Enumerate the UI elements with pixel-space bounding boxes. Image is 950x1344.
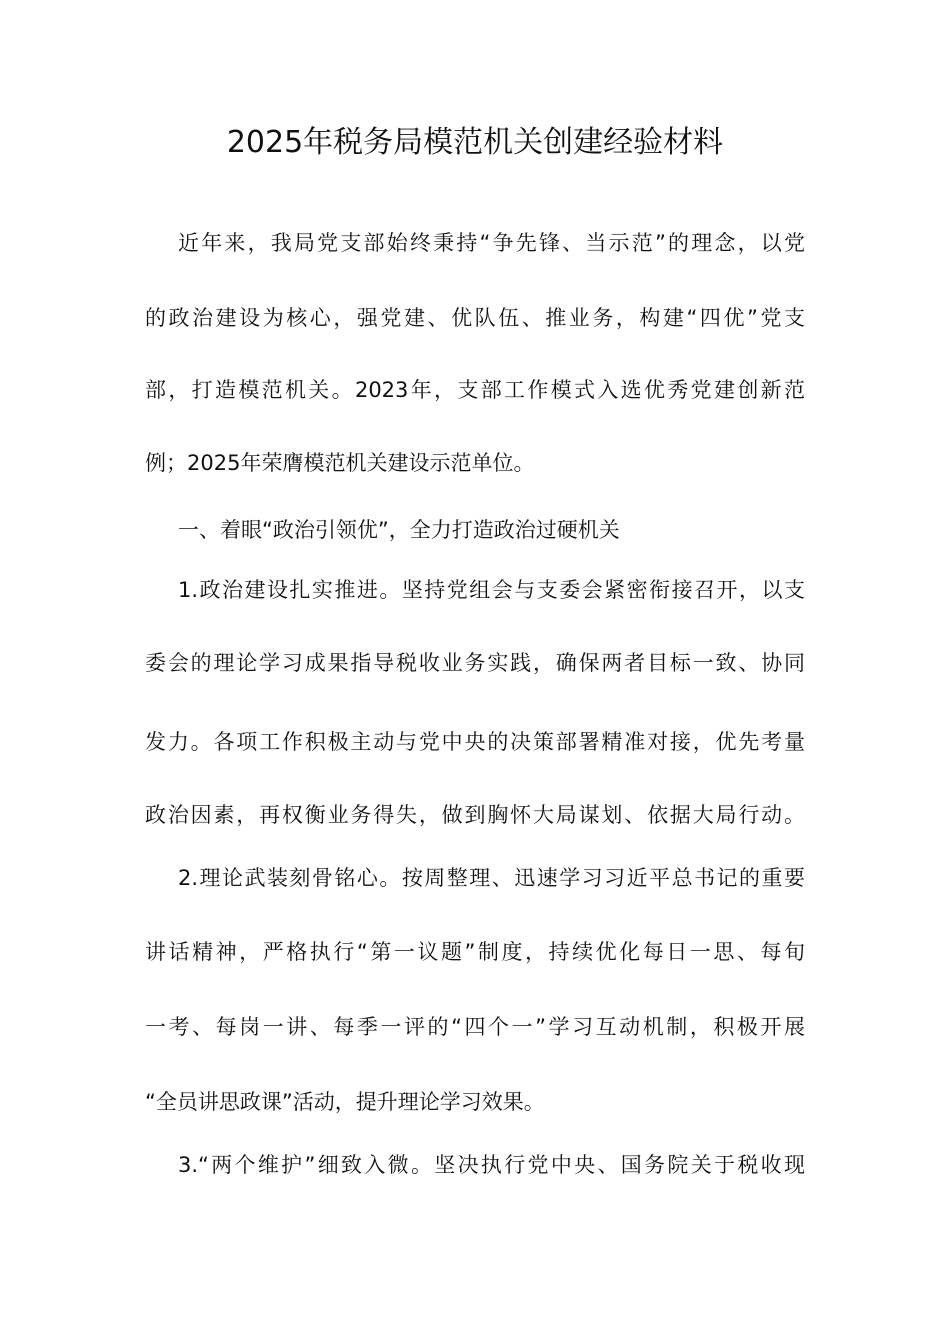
paragraph-line: 例；2025年荣膺模范机关建设示范单位。 xyxy=(145,451,535,475)
document-title: 2025年税务局模范机关创建经验材料 xyxy=(226,125,724,160)
paragraph-line: 讲话精神，严格执行“第一议题”制度，持续优化每日一思、每旬 xyxy=(145,940,805,964)
paragraph-line: 政治因素，再权衡业务得失，做到胸怀大局谋划、依据大局行动。 xyxy=(145,803,805,827)
paragraph-line: 近年来，我局党支部始终秉持“争先锋、当示范”的理念，以党 xyxy=(178,231,805,255)
paragraph-line: 1.政治建设扎实推进。坚持党组会与支委会紧密衔接召开，以支 xyxy=(178,578,805,602)
paragraph-line: 委会的理论学习成果指导税收业务实践，确保两者目标一致、协同 xyxy=(145,651,805,675)
section-heading: 一、着眼“政治引领优”，全力打造政治过硬机关 xyxy=(178,518,620,542)
paragraph-line: 发力。各项工作积极主动与党中央的决策部署精准对接，优先考量 xyxy=(145,730,805,754)
paragraph-line: 2.理论武装刻骨铭心。按周整理、迅速学习习近平总书记的重要 xyxy=(178,866,805,890)
paragraph-line: 部，打造模范机关。2023年，支部工作模式入选优秀党建创新范 xyxy=(145,378,805,402)
paragraph-line: 3.“两个维护”细致入微。坚决执行党中央、国务院关于税收现 xyxy=(178,1153,805,1177)
paragraph-line: “全员讲思政课”活动，提升理论学习效果。 xyxy=(145,1090,545,1114)
paragraph-line: 一考、每岗一讲、每季一评的“四个一”学习互动机制，积极开展 xyxy=(145,1015,805,1039)
paragraph-line: 的政治建设为核心，强党建、优队伍、推业务，构建“四优”党支 xyxy=(145,306,805,330)
